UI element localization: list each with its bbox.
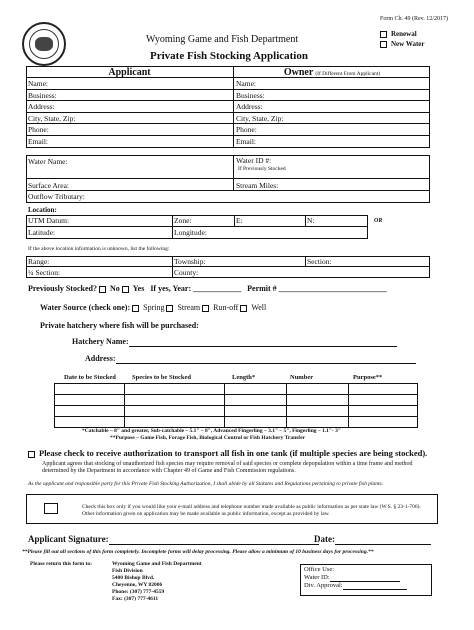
purpose-footnote: **Purpose – Game Fish, Forage Fish, Biological Control or Fish Hatchery Transfer — [110, 435, 305, 441]
owner-field[interactable]: Business: — [236, 90, 265, 100]
date-field[interactable]: Date: — [314, 534, 431, 545]
stock-year-field[interactable]: If yes, Year: ____________ — [150, 284, 242, 293]
agreement-text: Applicant agrees that stocking of unauthorized fish species may require removal of said species or complete depopulation within a time frame and method determined by the Department in accordance with Chapter 49 of Game and Fish Commission regulations. — [42, 461, 413, 474]
permit-field[interactable]: Permit # ___________________________ — [247, 284, 387, 293]
col-date: Date to be Stocked — [64, 374, 116, 381]
outflow-field[interactable]: Outflow Tributary: — [28, 192, 85, 201]
longitude-field[interactable]: Longitude: — [174, 228, 207, 237]
new-water-checkbox[interactable] — [380, 41, 387, 48]
length-footnote: *Catchable – 8" and greater, Sub-catchable – 5.1" – 8", Advanced Fingerling – 3.1" – 5", Fingerling – 1.1"- 3" — [82, 428, 341, 434]
form-title: Private Fish Stocking Application — [150, 50, 308, 62]
transport-checkbox[interactable] — [28, 451, 35, 458]
owner-field[interactable]: Email: — [236, 136, 256, 146]
table-row[interactable] — [55, 384, 418, 395]
contact-row — [26, 90, 430, 102]
privacy-checkbox[interactable] — [44, 503, 58, 514]
utm-datum-field[interactable]: UTM Datum: — [28, 216, 70, 225]
owner-field[interactable]: Phone: — [236, 125, 257, 134]
return-label: Please return this form to: — [30, 561, 92, 567]
col-species: Species to be Stocked — [132, 374, 192, 381]
previously-stocked-row: Previously Stocked? No Yes If yes, Year: ____________ Permit # ___________________________ — [28, 284, 387, 293]
location-label: Location: — [28, 206, 57, 214]
owner-field[interactable]: Address: — [236, 102, 263, 111]
renewal-option[interactable]: Renewal — [380, 30, 417, 38]
applicant-field[interactable]: Business: — [28, 90, 57, 100]
zone-field[interactable]: Zone: — [174, 216, 192, 225]
col-length: Length* — [232, 374, 256, 381]
applicant-field[interactable]: Email: — [28, 136, 48, 146]
northing-field[interactable]: N: — [307, 216, 315, 225]
applicant-field[interactable]: City, State, Zip: — [28, 113, 76, 123]
unknown-location-note: If the above location information is unknown, list the following: — [28, 246, 170, 252]
township-field[interactable]: Township: — [174, 257, 206, 266]
applicant-field[interactable]: Address: — [28, 102, 55, 111]
contact-row — [26, 113, 430, 125]
contact-row — [26, 136, 430, 148]
stream-checkbox[interactable] — [166, 305, 173, 312]
latitude-field[interactable]: Latitude: — [28, 228, 56, 237]
applicant-field[interactable]: Phone: — [28, 125, 49, 134]
office-use-fields: Office Use: Water ID: Div. Approval: — [304, 566, 407, 590]
contact-row — [26, 78, 430, 90]
hatchery-name-field[interactable]: Hatchery Name: — [72, 336, 397, 347]
return-address: Wyoming Game and Fish Department Fish Division 5400 Bishop Blvd. Cheyenne, WY 82006 Phone: (307) 777-4559 Fax: (307) 777-4611 — [112, 561, 202, 602]
yes-checkbox[interactable] — [122, 286, 129, 293]
owner-field[interactable]: Name: — [236, 79, 256, 88]
well-checkbox[interactable] — [240, 305, 247, 312]
stocking-table — [54, 383, 418, 428]
county-field[interactable]: County: — [174, 268, 199, 277]
table-row[interactable] — [55, 417, 418, 428]
water-source-row: Water Source (check one): Spring Stream Run-off Well — [40, 303, 267, 312]
spring-checkbox[interactable] — [132, 305, 139, 312]
run-off-checkbox[interactable] — [202, 305, 209, 312]
owner-field[interactable]: City, State, Zip: — [236, 113, 284, 123]
water-id-field[interactable]: Water ID #: — [236, 156, 272, 165]
applicant-field[interactable]: Name: — [28, 79, 48, 88]
wgfd-seal — [22, 22, 66, 66]
owner-heading: Owner (If Different From Applicant) — [283, 67, 381, 78]
surface-area-field[interactable]: Surface Area: — [26, 180, 430, 191]
privacy-text: Check this box only if you would like your e-mail address and telephone number made available as public information as per state law (W.S. § 23-1-706). Other information given on application may be made available as public information, except as provided by law. — [82, 504, 421, 517]
or-label: OR — [374, 218, 383, 224]
applicant-heading: Applicant — [108, 67, 151, 78]
water-id-note: If Previously Stocked — [238, 166, 286, 172]
applicant-signature-field[interactable]: Applicant Signature: — [28, 534, 319, 545]
transport-row[interactable]: Please check to receive authorization to transport all fish in one tank (if multiple species are being stocked). — [28, 448, 427, 459]
hatchery-address-field[interactable]: Address: — [85, 353, 416, 364]
agency-name: Wyoming Game and Fish Department — [146, 34, 299, 45]
stream-miles-field[interactable]: Stream Miles: — [236, 181, 279, 190]
responsibility-text: As the applicant and responsible party for this Private Fish Stocking Authorization, I shall abide by all Statutes and Regulations pertaining to private fish plants. — [28, 481, 384, 487]
section-field[interactable]: Section: — [307, 257, 332, 266]
table-row[interactable] — [55, 406, 418, 417]
no-checkbox[interactable] — [99, 286, 106, 293]
completion-note: **Please fill out all sections of this form completely. Incomplete forms will delay processing. Please allow a minimum of 10 business days for processing.** — [22, 549, 374, 555]
table-row[interactable] — [55, 395, 418, 406]
new-water-option[interactable]: New Water — [380, 40, 425, 48]
col-number: Number — [290, 374, 314, 381]
form-number: Form Ch. 49 (Rev. 12/2017) — [380, 16, 448, 22]
water-name-field[interactable]: Water Name: — [26, 155, 430, 179]
col-purpose: Purpose** — [353, 374, 383, 381]
contact-row — [26, 101, 430, 113]
contact-row — [26, 124, 430, 136]
quarter-section-field[interactable]: ¼ Section: — [28, 268, 61, 277]
range-field[interactable]: Range: — [28, 257, 50, 266]
easting-field[interactable]: E: — [236, 216, 243, 225]
hatchery-heading: Private hatchery where fish will be purchased: — [40, 321, 199, 330]
renewal-checkbox[interactable] — [380, 31, 387, 38]
